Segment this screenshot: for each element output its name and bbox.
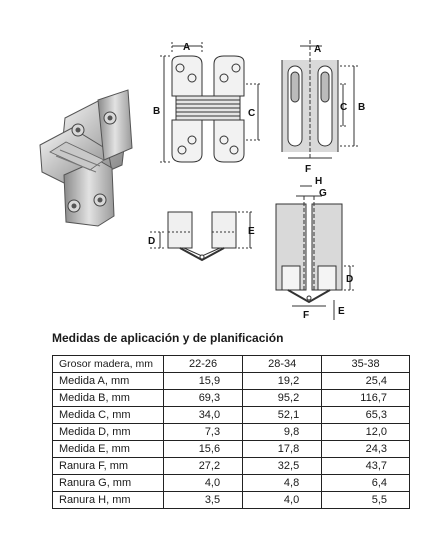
table-cell: 43,7	[322, 458, 410, 475]
row-label: Medida D, mm	[53, 424, 164, 441]
table-cell: 65,3	[322, 407, 410, 424]
hinge-front-view	[160, 42, 262, 162]
table-header-cell: 22-26	[164, 356, 243, 373]
row-label: Medida A, mm	[53, 373, 164, 390]
table-row	[53, 424, 410, 441]
table-header-cell: 28-34	[243, 356, 322, 373]
table-cell: 17,8	[243, 441, 322, 458]
table-cell: 4,0	[164, 475, 243, 492]
table-cell: 7,3	[164, 424, 243, 441]
table-cell: 12,0	[322, 424, 410, 441]
dim-label-b: B	[153, 106, 161, 117]
row-label: Ranura F, mm	[53, 458, 164, 475]
row-label: Medida C, mm	[53, 407, 164, 424]
dim-label-e-installed: E	[338, 306, 345, 317]
table-cell: 32,5	[243, 458, 322, 475]
slot-view	[282, 40, 358, 160]
table-cell: 25,4	[322, 373, 410, 390]
section-title: Medidas de aplicación y de planificación	[52, 331, 284, 345]
table-cell: 3,5	[164, 492, 243, 509]
table-cell: 6,4	[322, 475, 410, 492]
row-label: Ranura G, mm	[53, 475, 164, 492]
dimensions-table	[52, 355, 410, 509]
table-cell: 27,2	[164, 458, 243, 475]
table-cell: 19,2	[243, 373, 322, 390]
table-row	[53, 475, 410, 492]
table-cell: 9,8	[243, 424, 322, 441]
table-row	[53, 373, 410, 390]
dim-label-h: H	[315, 176, 323, 187]
table-cell: 5,5	[322, 492, 410, 509]
dim-label-e-side: E	[248, 226, 255, 237]
table-cell: 4,8	[243, 475, 322, 492]
table-cell: 52,1	[243, 407, 322, 424]
table-cell: 4,0	[243, 492, 322, 509]
table-header-cell: Grosor madera, mm	[53, 356, 164, 373]
dim-label-b-slot: B	[358, 102, 366, 113]
dim-label-d-side: D	[148, 236, 156, 247]
table-cell: 116,7	[322, 390, 410, 407]
dim-label-c-slot: C	[340, 102, 348, 113]
hinge-installed-view	[276, 186, 354, 320]
table-header-cell: 35-38	[322, 356, 410, 373]
table-row	[53, 492, 410, 509]
dim-label-a-front: A	[183, 42, 191, 53]
table-cell: 34,0	[164, 407, 243, 424]
hinge-photo	[40, 90, 132, 226]
hinge-side-view	[150, 212, 254, 260]
table-row	[53, 458, 410, 475]
table-cell: 15,9	[164, 373, 243, 390]
dim-label-f-installed: F	[303, 310, 310, 321]
row-label: Ranura H, mm	[53, 492, 164, 509]
table-row	[53, 390, 410, 407]
table-header-row	[53, 356, 410, 373]
dim-label-g: G	[319, 188, 327, 199]
table-row	[53, 407, 410, 424]
dim-label-f-slot: F	[305, 164, 312, 175]
table-cell: 95,2	[243, 390, 322, 407]
dim-label-a-slot: A	[314, 44, 322, 55]
table-cell: 69,3	[164, 390, 243, 407]
row-label: Medida E, mm	[53, 441, 164, 458]
table-cell: 24,3	[322, 441, 410, 458]
table-row	[53, 441, 410, 458]
row-label: Medida B, mm	[53, 390, 164, 407]
table-cell: 15,6	[164, 441, 243, 458]
dim-label-c-front: C	[248, 108, 256, 119]
dim-label-d-installed: D	[346, 274, 354, 285]
